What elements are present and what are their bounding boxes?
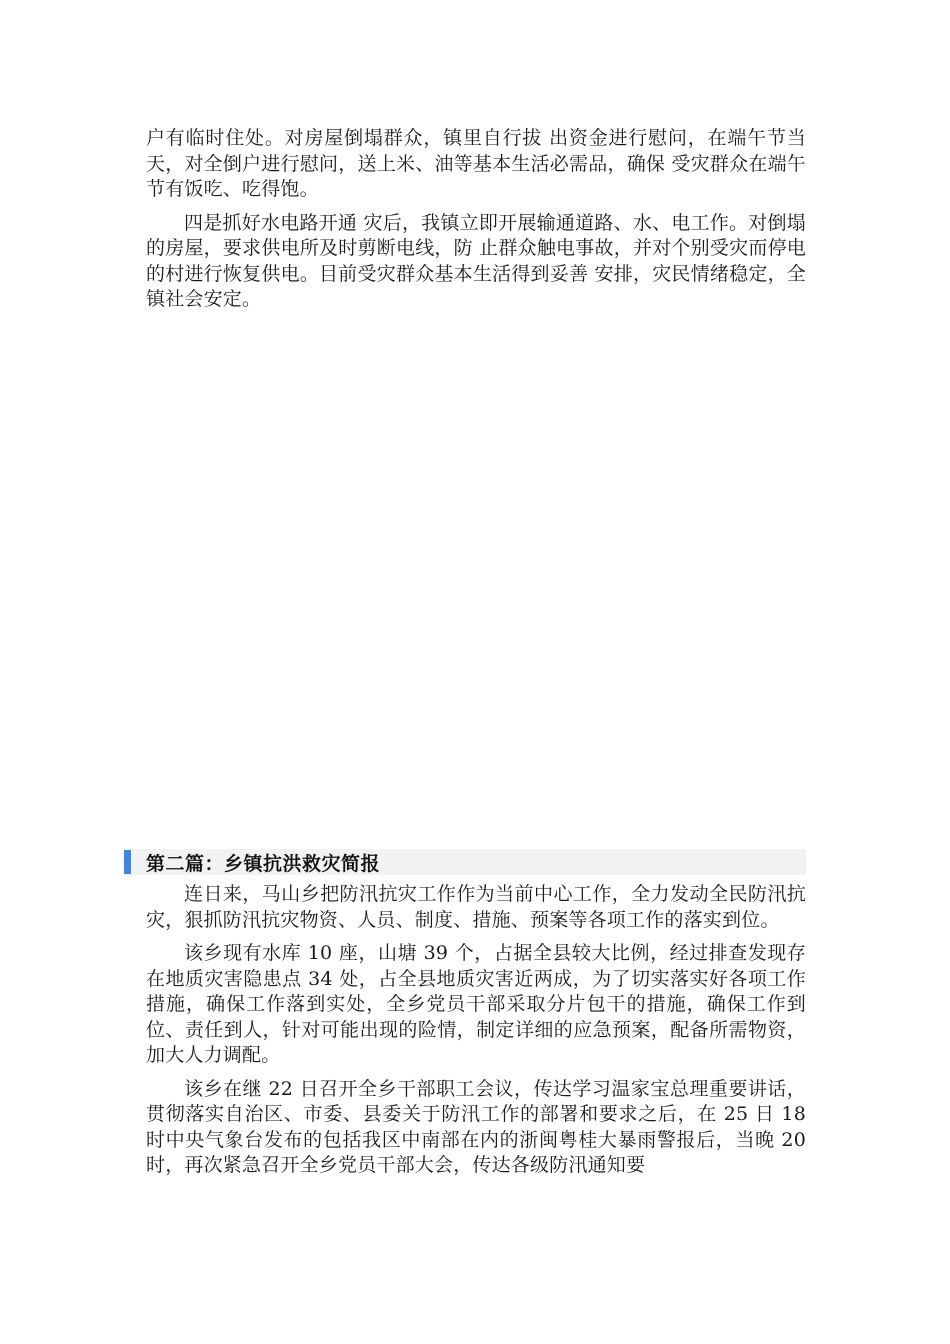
body-paragraph: 该乡现有水库 10 座，山塘 39 个，占据全县较大比例，经过排查发现存在地质灾害隐患点 34 处，占全县地质灾害近两成，为了切实落实好各项工作措施，确保工作落到实处，全乡党员干部采取分片包干的措施，确保工作到位、责任到人，针对可能出现的险情，制定详细的应急预案，配备所需物资，加大人力调配。	[146, 942, 806, 1066]
body-paragraph: 户有临时住处。对房屋倒塌群众，镇里自行拔 出资金进行慰问，在端午节当天，对全倒户进行慰问，送上米、油等基本生活必需品，确保 受灾群众在端午节有饭吃、吃得饱。	[146, 127, 806, 200]
heading-accent-bar	[124, 850, 131, 874]
section-heading	[124, 849, 806, 875]
body-paragraph: 四是抓好水电路开通 灾后，我镇立即开展输通道路、水、电工作。对倒塌的房屋，要求供电所及时剪断电线，防 止群众触电事故，并对个别受灾而停电的村进行恢复供电。目前受灾群众基本生活得到妥善 安排，灾民情绪稳定，全镇社会安定。	[146, 211, 806, 310]
body-paragraph: 连日来，马山乡把防汛抗灾工作作为当前中心工作，全力发动全民防汛抗灾，狠抓防汛抗灾物资、人员、制度、措施、预案等各项工作的落实到位。	[146, 883, 806, 931]
body-paragraph: 该乡在继 22 日召开全乡干部职工会议，传达学习温家宝总理重要讲话，贯彻落实自治区、市委、县委关于防汛工作的部署和要求之后，在 25 日 18 时中央气象台发布的包括我区中南部在内的浙闽粤桂大暴雨警报后，当晚 20 时，再次紧急召开全乡党员干部大会，传达各级防汛通知要	[146, 1077, 806, 1176]
section-one-body	[146, 126, 806, 321]
section-two-body	[146, 882, 806, 1187]
section-title: 第二篇：乡镇抗洪救灾简报	[146, 852, 381, 875]
